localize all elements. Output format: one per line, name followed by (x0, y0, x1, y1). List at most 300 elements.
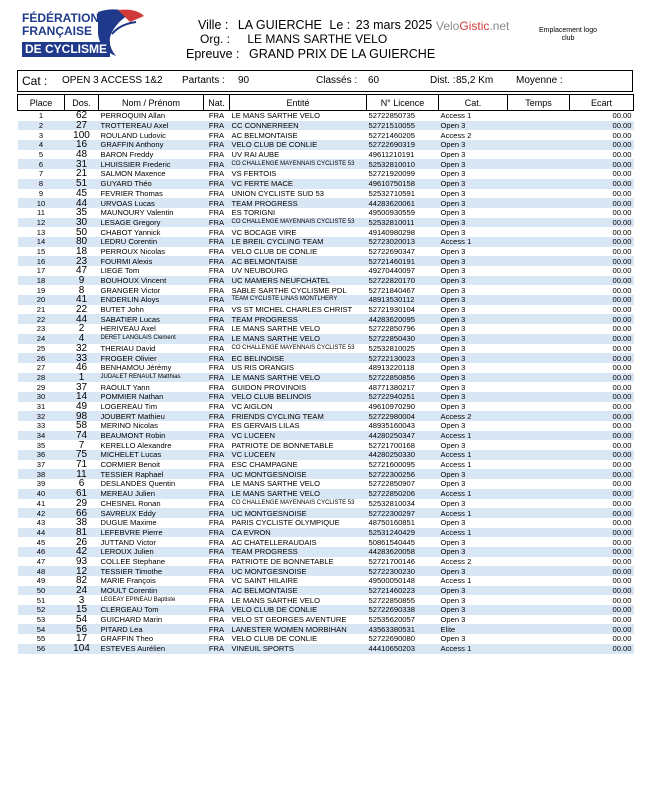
cell-nom: LEFEBVRE Pierre (99, 528, 204, 538)
cell-ecart: 00.00 (570, 198, 634, 208)
cell-licence: 48913220118 (368, 363, 415, 373)
epreuve-label: Epreuve : (186, 47, 240, 61)
cell-dos: 8 (78, 285, 85, 296)
cell-cat: Open 3 (440, 595, 466, 605)
header-ville (198, 18, 432, 32)
cell-dos: 81 (65, 528, 99, 538)
cell-entite: LE MANS SARTHE VELO (231, 479, 320, 489)
cell-dos: 45 (75, 188, 88, 199)
cell-nom: SABATIER Lucas (99, 314, 204, 324)
table-row (18, 528, 634, 538)
cell-dos: 24 (65, 586, 99, 596)
cell-temps (508, 469, 570, 479)
logo-line-3: DE CYCLISME (22, 42, 110, 57)
cell-place: 44 (18, 528, 65, 538)
cell-temps (508, 508, 570, 518)
cell-ecart: 00.00 (612, 498, 632, 508)
cell-entite: VINEUIL SPORTS (230, 644, 367, 654)
cell-dos: 61 (65, 489, 99, 499)
cell-entite: ES GERVAIS LILAS (231, 421, 300, 431)
table-row (18, 402, 634, 412)
cell-ecart: 00.00 (612, 246, 632, 256)
category-bar (17, 70, 633, 92)
cell-ecart: 00.00 (570, 528, 634, 538)
cell-dos: 35 (75, 207, 88, 218)
cell-place: 14 (18, 237, 65, 247)
cell-nat: FRA (208, 150, 225, 160)
cell-nat: FRA (204, 392, 230, 402)
cell-dos: 14 (65, 392, 99, 402)
cell-nat: FRA (204, 528, 230, 538)
table-row (18, 605, 634, 615)
logo-line-2: FRANÇAISE (22, 24, 93, 38)
cell-temps (508, 150, 570, 160)
table-row (18, 189, 634, 199)
cell-entite: UC MONTGESNOISE (230, 469, 367, 479)
cell-nom: MICHELET Lucas (99, 450, 204, 460)
cell-nat: FRA (208, 343, 225, 353)
cell-entite: VC LUCEEN (230, 450, 367, 460)
cell-licence: 48935160043 (368, 421, 415, 431)
velogistic-brand: VeloGistic.net (436, 19, 510, 33)
cell-entite: TEAM PROGRESS (230, 547, 367, 557)
col-licence-header: N° Licence (367, 95, 439, 111)
cell-temps (508, 247, 570, 257)
cell-dos: 58 (75, 421, 88, 431)
cell-temps (508, 576, 570, 586)
cell-licence: 48771380217 (368, 382, 415, 392)
cell-nom: THERIAU David (100, 343, 156, 353)
cell-nat: FRA (204, 237, 230, 247)
cell-temps (508, 402, 570, 412)
cell-nom: LIEGE Tom (100, 266, 140, 276)
cell-dos: 4 (65, 334, 99, 344)
classes-value: 60 (368, 75, 380, 86)
cell-nat: FRA (204, 450, 230, 460)
cell-cat: Open 3 (439, 586, 508, 596)
cell-dos: 50 (75, 227, 88, 237)
cell-nat: FRA (208, 227, 225, 237)
table-row (18, 595, 634, 605)
ville-label: Ville : (198, 18, 229, 32)
cell-entite: CO CHALLENGE MAYENNAIS CYCLISTE 53 (231, 344, 355, 351)
cell-dos: 3 (78, 595, 85, 606)
cell-nat: FRA (204, 314, 230, 324)
org-label: Org. : (200, 32, 231, 46)
cell-licence: 52721700168 (368, 440, 415, 450)
cell-cat: Open 3 (439, 373, 508, 383)
cell-cat: Open 3 (439, 159, 508, 169)
cell-ecart: 00.00 (570, 624, 634, 634)
cell-ecart: 00.00 (612, 518, 632, 528)
cell-nom: CORMIER Benoit (100, 460, 161, 470)
col-place-header: Place (18, 95, 65, 111)
cell-licence: 52722850430 (367, 334, 439, 344)
cell-nat: FRA (208, 208, 225, 218)
cell-cat: Open 3 (440, 188, 466, 198)
cell-nom: LEROUX Julien (99, 547, 204, 557)
cell-entite: LE BREIL CYCLING TEAM (230, 237, 367, 247)
results-body (18, 111, 634, 654)
table-row (18, 111, 634, 121)
cell-dos: 54 (75, 614, 88, 625)
cell-ecart: 00.00 (612, 479, 632, 489)
table-row (18, 140, 634, 150)
cell-temps (508, 392, 570, 402)
cell-entite: VELO CLUB BELINOIS (230, 392, 367, 402)
cell-cat: Open 3 (439, 392, 508, 402)
cell-temps (508, 479, 570, 489)
cell-licence: 49140980298 (368, 227, 415, 237)
cell-entite: UV RAI AUBE (231, 150, 280, 160)
cell-licence: 52722980004 (367, 411, 439, 421)
table-row (18, 266, 634, 276)
cell-entite: VELO CLUB DE CONLIE (230, 605, 367, 615)
cell-temps (508, 547, 570, 557)
cell-place: 4 (18, 140, 65, 150)
cell-dos: 33 (65, 353, 99, 363)
cell-nom: PERROUX Nicolas (100, 246, 166, 256)
cell-cat: Open 3 (440, 479, 466, 489)
cell-place: 13 (36, 227, 46, 237)
table-row (18, 479, 634, 489)
cell-ecart: 00.00 (612, 382, 632, 392)
cell-dos: 2 (78, 324, 85, 334)
cell-dos: 47 (75, 266, 88, 276)
ville-value: LA GUIERCHE (237, 18, 322, 32)
cell-licence: 52722300297 (367, 508, 439, 518)
cell-place: 1 (38, 111, 44, 121)
cell-cat: Access 1 (439, 237, 508, 247)
cell-nom: BUTET John (100, 305, 144, 315)
cell-nom: BEAUMONT Robin (99, 431, 204, 441)
cell-temps (508, 227, 570, 237)
cell-ecart: 00.00 (570, 605, 634, 615)
cell-entite: VC FERTE MACE (230, 179, 367, 189)
cell-dos: 6 (78, 479, 85, 489)
date-label: Le : (329, 18, 351, 32)
table-row (18, 460, 634, 470)
cell-dos: 15 (65, 605, 99, 615)
cell-ecart: 00.00 (570, 237, 634, 247)
cell-nom: FEVRIER Thomas (100, 188, 163, 198)
cell-licence: 43563380531 (367, 624, 439, 634)
cell-nom: LESAGE Gregory (99, 218, 204, 228)
cell-ecart: 00.00 (570, 392, 634, 402)
table-row (18, 285, 634, 295)
cell-temps (508, 363, 570, 373)
cell-ecart: 00.00 (612, 556, 632, 566)
cell-place: 18 (18, 276, 65, 286)
cell-place: 2 (18, 121, 65, 131)
cell-temps (508, 314, 570, 324)
cell-nat: FRA (204, 547, 230, 557)
table-row (18, 121, 634, 131)
cell-temps (508, 440, 570, 450)
cell-temps (508, 276, 570, 286)
cell-dos: 31 (65, 159, 99, 169)
cell-cat: Open 3 (440, 401, 466, 411)
cell-temps (508, 218, 570, 228)
cell-licence: 52532810010 (367, 159, 439, 169)
cell-nom: GUYARD Théo (99, 179, 204, 189)
cell-cat: Open 3 (439, 469, 508, 479)
cell-dos: 17 (75, 634, 88, 644)
table-row (18, 576, 634, 586)
cell-cat: Open 3 (440, 382, 466, 392)
cell-nat: FRA (204, 624, 230, 634)
cell-place: 26 (18, 353, 65, 363)
cell-entite: LE MANS SARTHE VELO (230, 334, 367, 344)
cell-temps (508, 189, 570, 199)
cell-ecart: 00.00 (612, 324, 632, 334)
cell-dos: 100 (73, 130, 90, 141)
cell-dos: 42 (65, 547, 99, 557)
cell-cat: Open 3 (439, 276, 508, 286)
col-cat-header: Cat. (439, 95, 508, 111)
cell-licence: 52721460223 (367, 586, 439, 596)
cell-nat: FRA (208, 421, 225, 431)
cell-ecart: 00.00 (612, 169, 632, 179)
cell-dos: 7 (78, 440, 85, 451)
cell-ecart: 00.00 (612, 208, 632, 218)
table-row (18, 208, 634, 218)
cell-cat: Access 1 (440, 111, 472, 121)
table-row (18, 159, 634, 169)
table-row (18, 382, 634, 392)
cell-temps (508, 285, 570, 295)
col-nom-header: Nom / Prénom (99, 95, 204, 111)
cell-entite: CO CHALLENGE MAYENNAIS CYCLISTE 53 (231, 499, 355, 506)
cell-place: 21 (36, 305, 46, 315)
cell-nom: DUGUE Maxime (100, 518, 157, 528)
table-row (18, 518, 634, 528)
cell-nom: TESSIER Raphael (99, 469, 204, 479)
cell-temps (508, 421, 570, 431)
cell-entite: VS ST MICHEL CHARLES CHRIST (231, 305, 353, 315)
cell-nom: LOGEREAU Tim (100, 401, 158, 411)
cell-entite: VELO CLUB DE CONLIE (231, 246, 318, 256)
table-row (18, 198, 634, 208)
cell-cat: Open 3 (439, 353, 508, 363)
cell-place: 50 (18, 586, 65, 596)
cell-entite: VELO CLUB DE CONLIE (230, 140, 367, 150)
cell-cat: Open 3 (440, 615, 466, 625)
cell-temps (508, 353, 570, 363)
cell-ecart: 00.00 (570, 121, 634, 131)
cell-ecart: 00.00 (570, 489, 634, 499)
cell-licence: 49500050148 (368, 576, 415, 586)
cell-entite: EC BELINOISE (230, 353, 367, 363)
cell-temps (508, 198, 570, 208)
cell-cat: Open 3 (439, 179, 508, 189)
cell-place: 53 (36, 615, 46, 625)
cell-place: 3 (38, 130, 44, 140)
table-row (18, 305, 634, 315)
cell-dos: 74 (65, 431, 99, 441)
cell-nom: DESLANDES Quentin (100, 479, 176, 489)
cell-temps (508, 528, 570, 538)
cell-nom: JUDALET RENAULT Matthias (99, 373, 204, 383)
cell-temps (508, 324, 570, 334)
cell-place: 29 (36, 382, 46, 392)
cell-cat: Elite (439, 624, 508, 634)
cell-licence: 52722130023 (367, 353, 439, 363)
cell-nom: LEGEAY EPINEAU Baptiste (100, 596, 176, 603)
cell-nat: FRA (208, 324, 225, 334)
cell-place: 45 (36, 537, 46, 547)
cell-licence: 48913530112 (367, 295, 439, 305)
cell-place: 28 (18, 373, 65, 383)
cell-cat: Open 3 (440, 266, 466, 276)
table-row (18, 644, 634, 654)
table-row (18, 547, 634, 557)
cell-nat: FRA (204, 140, 230, 150)
table-row (18, 634, 634, 644)
cell-nom: TROTTEREAU Axel (99, 121, 204, 131)
table-row (18, 499, 634, 509)
cell-dos: 41 (65, 295, 99, 305)
cell-nat: FRA (208, 188, 225, 198)
cell-place: 54 (18, 624, 65, 634)
cell-temps (508, 595, 570, 605)
cell-cat: Access 1 (440, 576, 472, 586)
cell-nom: MEREAU Julien (99, 489, 204, 499)
cell-temps (508, 140, 570, 150)
cell-place: 55 (36, 634, 46, 644)
table-row (18, 440, 634, 450)
cell-cat: Open 3 (439, 121, 508, 131)
cell-place: 24 (18, 334, 65, 344)
cell-place: 33 (36, 421, 46, 431)
cell-dos: 66 (65, 508, 99, 518)
table-row (18, 247, 634, 257)
cell-place: 52 (18, 605, 65, 615)
cell-licence: 49611210191 (368, 150, 415, 160)
cell-nat: FRA (208, 460, 225, 470)
cell-entite: LANESTER WOMEN MORBIHAN (230, 624, 367, 634)
cell-nat: FRA (204, 256, 230, 266)
cell-cat: Access 2 (440, 556, 472, 566)
cell-place: 39 (36, 479, 46, 489)
cell-temps (508, 305, 570, 315)
cell-ecart: 00.00 (570, 314, 634, 324)
cell-temps (508, 295, 570, 305)
cell-nat: FRA (208, 595, 225, 605)
cell-dos: 32 (75, 343, 88, 354)
cell-dos: 12 (65, 566, 99, 576)
cell-cat: Open 3 (440, 518, 466, 528)
cell-licence: 49500930559 (368, 208, 415, 218)
table-row (18, 421, 634, 431)
cell-nat: FRA (208, 556, 225, 566)
cell-ecart: 00.00 (570, 276, 634, 286)
cell-place: 56 (18, 644, 65, 654)
cell-place: 12 (18, 218, 65, 228)
cell-licence: 52532810025 (368, 343, 415, 353)
cell-nom: JUTTAND Victor (100, 537, 156, 547)
cell-place: 34 (18, 431, 65, 441)
cell-licence: 52721460205 (368, 130, 415, 140)
cell-place: 16 (18, 256, 65, 266)
cell-licence: 48750160851 (368, 518, 415, 528)
cell-temps (508, 566, 570, 576)
cell-cat: Access 1 (439, 450, 508, 460)
cell-cat: Open 3 (440, 421, 466, 431)
cell-nat: FRA (204, 489, 230, 499)
cell-temps (508, 373, 570, 383)
cell-licence: 52723020013 (367, 237, 439, 247)
cell-nom: GRANGER Victor (100, 285, 161, 295)
cell-nom: FROGER Olivier (99, 353, 204, 363)
cell-cat: Open 3 (439, 295, 508, 305)
cell-place: 5 (38, 150, 44, 160)
cell-entite: UC MAMERS NEUFCHATEL (230, 276, 367, 286)
cell-nom: CLERGEAU Tom (99, 605, 204, 615)
cell-entite: TEAM CYCLISTE LINAS MONTLHERY (230, 295, 367, 305)
cell-ecart: 00.00 (612, 615, 632, 625)
cell-cat: Open 3 (440, 150, 466, 160)
cell-temps (508, 518, 570, 528)
cell-licence: 52721840467 (368, 285, 415, 295)
cell-dos: 18 (75, 246, 88, 257)
cell-nom: SALMON Maxence (100, 169, 166, 179)
cell-entite: VS FERTOIS (231, 169, 277, 179)
cell-place: 49 (36, 576, 46, 586)
cell-place: 27 (36, 363, 46, 373)
cell-place: 19 (36, 285, 46, 295)
cell-nom: COLLEE Stephane (100, 556, 166, 566)
cell-dos: 22 (75, 304, 88, 315)
cell-licence: 52722850907 (368, 479, 415, 489)
cell-nat: FRA (208, 363, 225, 373)
cell-dos: 1 (65, 373, 99, 383)
cell-nom: GRAFFIN Theo (100, 634, 154, 644)
cell-temps (508, 557, 570, 567)
cell-cat: Open 3 (440, 208, 466, 218)
cell-entite: PATRIOTE DE BONNETABLE (231, 440, 334, 450)
cell-ecart: 00.00 (570, 566, 634, 576)
cell-licence: 44280250347 (367, 431, 439, 441)
table-row (18, 344, 634, 354)
cell-nom: SAVREUX Eddy (99, 508, 204, 518)
cell-cat: Open 3 (439, 140, 508, 150)
cell-cat: Access 2 (439, 411, 508, 421)
cell-temps (508, 237, 570, 247)
cell-cat: Open 3 (440, 285, 466, 295)
cell-nom: GUICHARD Marin (100, 615, 163, 625)
cell-licence: 52532810011 (367, 218, 439, 228)
cell-entite: FRIENDS CYCLING TEAM (230, 411, 367, 421)
cell-place: 51 (36, 595, 46, 605)
cell-entite: UNION CYCLISTE SUD 53 (231, 188, 324, 198)
cell-ecart: 00.00 (570, 450, 634, 460)
cell-ecart: 00.00 (570, 644, 634, 654)
ffc-logo (20, 4, 160, 60)
cell-nat: FRA (204, 586, 230, 596)
dist-value: 85,2 Km (456, 75, 494, 86)
cell-entite: AC BELMONTAISE (230, 256, 367, 266)
cell-nat: FRA (208, 130, 225, 140)
cell-dos: 44 (65, 198, 99, 208)
cell-nat: FRA (204, 411, 230, 421)
cell-dos: 23 (65, 256, 99, 266)
cell-entite: PARIS CYCLISTE OLYMPIQUE (231, 518, 340, 528)
cell-nom: KERELLO Alexandre (100, 440, 172, 450)
cell-nom: MAUNOURY Valentin (100, 208, 174, 218)
cell-cat: Open 3 (440, 227, 466, 237)
cell-nom: BARON Freddy (100, 150, 154, 160)
